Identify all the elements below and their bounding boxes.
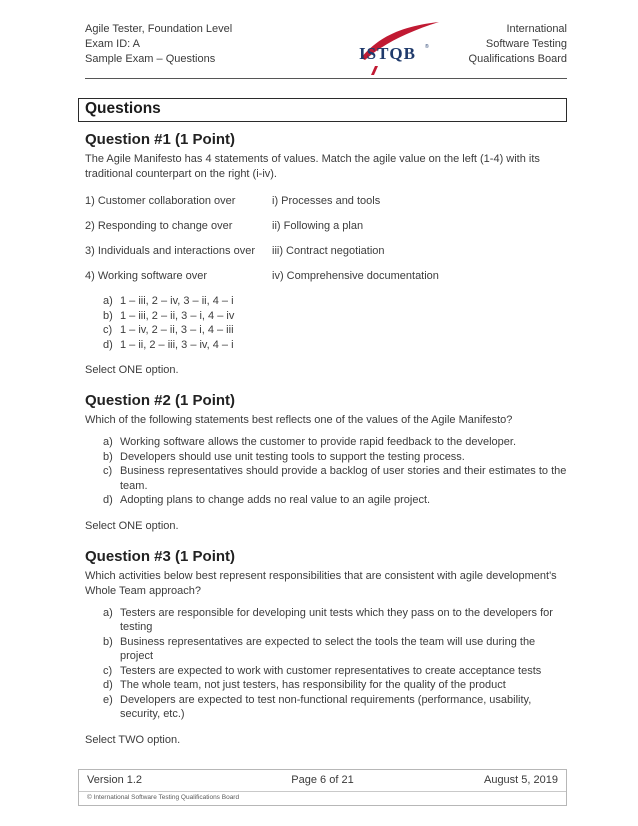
match-left-3: 3) Individuals and interactions over xyxy=(85,245,255,257)
option-b xyxy=(103,450,567,465)
option-label: e) xyxy=(103,693,113,706)
option-d xyxy=(103,338,567,353)
match-row xyxy=(85,194,567,209)
option-label: d) xyxy=(103,679,113,691)
question-3-title: Question #3 (1 Point) xyxy=(85,547,236,565)
option-text: Testers are expected to work with customer representatives to create acceptance tests xyxy=(120,664,542,677)
footer-copyright: © International Software Testing Qualifications Board xyxy=(87,794,240,801)
question-1 xyxy=(78,131,567,378)
option-text: Business representatives are expected to select the tools the team will use during the project xyxy=(120,635,536,662)
match-right-iii: iii) Contract negotiation xyxy=(272,245,385,257)
option-text: 1 – ii, 2 – iii, 3 – iv, 4 – i xyxy=(120,338,234,351)
question-3-intro: Which activities below best represent responsibilities that are consistent with agile development's Whole Team approach? xyxy=(85,569,557,597)
question-2-options xyxy=(103,435,567,508)
question-3-select-note: Select TWO option. xyxy=(85,733,181,746)
option-label: b) xyxy=(103,309,113,322)
question-1-title: Question #1 (1 Point) xyxy=(85,131,236,148)
option-label: d) xyxy=(103,338,113,351)
document-content xyxy=(78,98,567,748)
footer-main-row xyxy=(79,770,566,792)
match-right-i: i) Processes and tools xyxy=(272,195,381,207)
option-b xyxy=(103,635,567,664)
question-2-intro: Which of the following statements best reflects one of the values of the Agile Manifesto? xyxy=(85,414,513,426)
option-label: c) xyxy=(103,664,113,677)
option-text: Testers are responsible for developing unit tests which they pass on to the developers for testing xyxy=(120,606,553,633)
header-right-block xyxy=(451,22,567,67)
question-3-options xyxy=(103,606,567,722)
match-right-iv: iv) Comprehensive documentation xyxy=(272,270,439,282)
option-label: a) xyxy=(103,606,113,619)
question-3 xyxy=(78,548,567,748)
option-text: Developers are expected to test non-functional requirements (performance, usability, security, etc.) xyxy=(120,693,532,720)
option-e xyxy=(103,693,567,722)
header-exam-id: Exam ID: A xyxy=(85,38,141,50)
option-d xyxy=(103,678,567,693)
option-text: 1 – iii, 2 – iv, 3 – ii, 4 – i xyxy=(120,295,234,307)
question-2-select-note: Select ONE option. xyxy=(85,519,179,532)
option-text: Working software allows the customer to provide rapid feedback to the developer. xyxy=(120,436,517,448)
match-left-4: 4) Working software over xyxy=(85,270,208,282)
option-text: Adopting plans to change adds no real value to an agile project. xyxy=(120,494,431,506)
istqb-logo xyxy=(353,22,441,74)
page-header xyxy=(85,0,567,79)
org-name-line-1: International xyxy=(506,23,567,35)
question-1-options xyxy=(103,294,567,352)
option-label: c) xyxy=(103,465,113,477)
question-1-intro: The Agile Manifesto has 4 statements of values. Match the agile value on the left (1-4) with its traditional counterpart on the right (i-iv). xyxy=(85,153,540,180)
header-exam-subtitle: Sample Exam – Questions xyxy=(85,53,216,65)
question-2-title: Question #2 (1 Point) xyxy=(85,392,236,409)
option-text: 1 – iii, 2 – ii, 3 – i, 4 – iv xyxy=(120,309,235,322)
option-text: 1 – iv, 2 – ii, 3 – i, 4 – iii xyxy=(120,324,234,336)
page-footer xyxy=(78,769,567,806)
section-title: Questions xyxy=(85,100,161,117)
option-label: a) xyxy=(103,295,113,307)
match-row xyxy=(85,244,567,259)
match-left-1: 1) Customer collaboration over xyxy=(85,195,236,207)
option-a xyxy=(103,435,567,450)
option-a xyxy=(103,294,567,309)
option-label: b) xyxy=(103,635,113,648)
option-text: Developers should use unit testing tools to support the testing process. xyxy=(120,450,465,463)
match-left-2: 2) Responding to change over xyxy=(85,220,233,232)
option-c xyxy=(103,323,567,338)
option-d xyxy=(103,493,567,508)
footer-page-number: Page 6 of 21 xyxy=(291,774,354,786)
option-text: The whole team, not just testers, has responsibility for the quality of the product xyxy=(120,679,506,691)
org-name-line-3: Qualifications Board xyxy=(468,53,567,65)
option-label: a) xyxy=(103,436,113,448)
match-row xyxy=(85,269,567,284)
question-2 xyxy=(78,392,567,534)
header-exam-title: Agile Tester, Foundation Level xyxy=(85,23,233,35)
option-text: Business representatives should provide a backlog of user stories and their estimates to the team. xyxy=(120,465,567,492)
org-name-line-2: Software Testing xyxy=(485,38,567,50)
option-c xyxy=(103,664,567,679)
footer-date: August 5, 2019 xyxy=(483,774,558,786)
question-1-select-note: Select ONE option. xyxy=(85,364,179,376)
option-label: c) xyxy=(103,324,113,336)
footer-version: Version 1.2 xyxy=(87,774,143,786)
match-right-ii: ii) Following a plan xyxy=(272,220,364,232)
istqb-logo-text: ISTQB xyxy=(359,44,416,63)
option-a xyxy=(103,606,567,635)
option-b xyxy=(103,309,567,324)
header-left-block xyxy=(85,22,353,67)
section-title-box xyxy=(78,98,567,122)
match-row xyxy=(85,219,567,234)
option-label: b) xyxy=(103,450,113,463)
option-c xyxy=(103,464,567,493)
option-label: d) xyxy=(103,494,113,506)
question-1-match-table xyxy=(85,194,567,284)
registered-trademark-icon: ® xyxy=(425,44,429,50)
